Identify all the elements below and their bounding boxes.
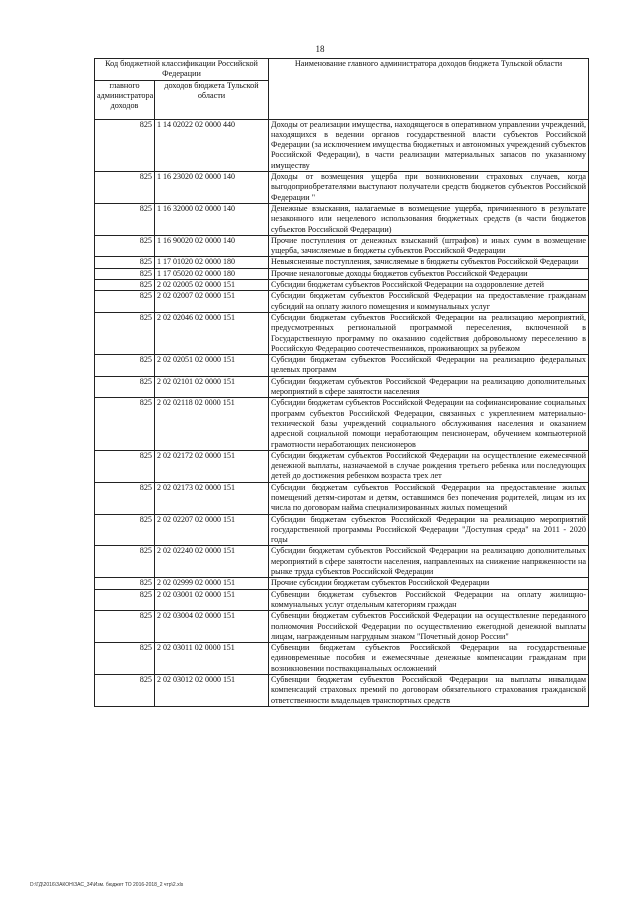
table-row <box>95 172 589 204</box>
table-row <box>95 611 589 643</box>
header-admin-column: главного администратора доходов <box>95 80 155 119</box>
income-name-cell: Субсидии бюджетам субъектов Российской Федерации на предоставление гражданам субсидий на оплату жилого помещения и коммунальных услуг <box>269 291 589 313</box>
table-row <box>95 675 589 707</box>
income-name-cell: Субсидии бюджетам субъектов Российской Федерации на реализацию мероприятий государственной программы Российской Федерации "Доступная среда" на 2011 - 2020 годы <box>269 514 589 546</box>
income-name-cell: Субсидии бюджетам субъектов Российской Федерации на реализацию дополнительных мероприятий в сфере занятости населения <box>269 376 589 398</box>
admin-code-cell: 825 <box>95 578 155 589</box>
admin-code-cell: 825 <box>95 119 155 171</box>
admin-code-cell: 825 <box>95 589 155 611</box>
income-code-cell: 1 16 32000 02 0000 140 <box>155 203 269 235</box>
income-code-cell: 1 16 90020 02 0000 140 <box>155 235 269 257</box>
admin-code-cell: 825 <box>95 611 155 643</box>
income-code-cell: 2 02 02172 02 0000 151 <box>155 450 269 482</box>
admin-code-cell: 825 <box>95 355 155 377</box>
income-code-cell: 2 02 03011 02 0000 151 <box>155 643 269 675</box>
admin-code-cell: 825 <box>95 675 155 707</box>
income-code-cell: 1 17 01020 02 0000 180 <box>155 257 269 268</box>
table-body <box>95 119 589 706</box>
income-code-cell: 2 02 03012 02 0000 151 <box>155 675 269 707</box>
table-row <box>95 589 589 611</box>
table-row <box>95 291 589 313</box>
page-number: 18 <box>315 44 325 54</box>
income-name-cell: Субвенции бюджетам субъектов Российской Федерации на оплату жилищно-коммунальных услуг отдельным категориям граждан <box>269 589 589 611</box>
table-row <box>95 203 589 235</box>
admin-code-cell: 825 <box>95 546 155 578</box>
table-row <box>95 119 589 171</box>
income-name-cell: Субсидии бюджетам субъектов Российской Федерации на софинансирование социальных программ субъектов Российской Федерации, связанных с укреплением материально-технической базы учреждений социального обслуживания населения и оказанием адресной социальной помощи неработающим пенсионерам, обучением компьютерной грамотности неработающих пенсионеров <box>269 398 589 450</box>
income-name-cell: Субсидии бюджетам субъектов Российской Федерации на оздоровление детей <box>269 280 589 291</box>
income-code-cell: 2 02 02240 02 0000 151 <box>155 546 269 578</box>
admin-code-cell: 825 <box>95 376 155 398</box>
table-row <box>95 450 589 482</box>
income-name-cell: Прочие субсидии бюджетам субъектов Российской Федерации <box>269 578 589 589</box>
income-name-cell: Доходы от возмещения ущерба при возникновении страховых случаев, когда выгодоприобретателями выступают получатели средств бюджетов субъектов Российской Федерации " <box>269 172 589 204</box>
admin-code-cell: 825 <box>95 643 155 675</box>
income-code-cell: 2 02 02999 02 0000 151 <box>155 578 269 589</box>
income-name-cell: Субсидии бюджетам субъектов Российской Федерации на предоставление жилых помещений детям-сиротам и детям, оставшимся без попечения родителей, лицам из их числа по договорам найма специализированных жилых помещений <box>269 482 589 514</box>
income-name-cell: Субсидии бюджетам субъектов Российской Федерации на осуществление ежемесячной денежной выплаты, назначаемой в случае рождения третьего ребенка или последующих детей до достижения ребенком возраста трех лет <box>269 450 589 482</box>
income-name-cell: Субвенции бюджетам субъектов Российской Федерации на осуществление переданного полномочия Российской Федерации по осуществлению ежегодной денежной выплаты лицам, награжденным нагрудным знаком "Почетный донор России" <box>269 611 589 643</box>
table-row <box>95 578 589 589</box>
table-row <box>95 257 589 268</box>
admin-code-cell: 825 <box>95 280 155 291</box>
income-code-cell: 1 14 02022 02 0000 440 <box>155 119 269 171</box>
header-code-group: Код бюджетной классификации Российской Федерации <box>95 59 269 81</box>
table-row <box>95 482 589 514</box>
income-code-cell: 1 17 05020 02 0000 180 <box>155 268 269 279</box>
admin-code-cell: 825 <box>95 235 155 257</box>
income-name-cell: Субсидии бюджетам субъектов Российской Федерации на реализацию дополнительных мероприятий в сфере занятости населения, направленных на снижение напряженности на рынке труда субъектов Российской Федерации <box>269 546 589 578</box>
income-code-cell: 1 16 23020 02 0000 140 <box>155 172 269 204</box>
table-row <box>95 376 589 398</box>
income-name-cell: Субсидии бюджетам субъектов Российской Федерации на реализацию мероприятий, предусмотренных региональной программой переселения, включенной в Государственную программу по оказанию содействия добровольному переселению в Российскую Федерацию соотечественников, проживающих за рубежом <box>269 312 589 354</box>
header-name-column: Наименование главного администратора доходов бюджета Тульской области <box>269 59 589 120</box>
income-name-cell: Субвенции бюджетам субъектов Российской Федерации на государственные единовременные пособия и ежемесячные денежные компенсации гражданам при возникновении поствакцинальных осложнений <box>269 643 589 675</box>
admin-code-cell: 825 <box>95 257 155 268</box>
admin-code-cell: 825 <box>95 398 155 450</box>
income-name-cell: Невыясненные поступления, зачисляемые в бюджеты субъектов Российской Федерации <box>269 257 589 268</box>
admin-code-cell: 825 <box>95 482 155 514</box>
table-row <box>95 514 589 546</box>
budget-classification-table <box>94 58 589 707</box>
income-name-cell: Субсидии бюджетам субъектов Российской Федерации на реализацию федеральных целевых программ <box>269 355 589 377</box>
income-code-cell: 2 02 02207 02 0000 151 <box>155 514 269 546</box>
admin-code-cell: 825 <box>95 203 155 235</box>
income-name-cell: Прочие неналоговые доходы бюджетов субъектов Российской Федерации <box>269 268 589 279</box>
income-name-cell: Прочие поступления от денежных взысканий (штрафов) и иных сумм в возмещение ущерба, зачисляемые в бюджеты субъектов Российской Федерации <box>269 235 589 257</box>
income-name-cell: Денежные взыскания, налагаемые в возмещение ущерба, причиненного в результате незаконного или нецелевого использования бюджетных средств (в части бюджетов субъектов Российской Федерации) <box>269 203 589 235</box>
admin-code-cell: 825 <box>95 312 155 354</box>
table-row <box>95 280 589 291</box>
table-row <box>95 312 589 354</box>
table-row <box>95 398 589 450</box>
admin-code-cell: 825 <box>95 450 155 482</box>
table-row <box>95 235 589 257</box>
income-code-cell: 2 02 02005 02 0000 151 <box>155 280 269 291</box>
table-row <box>95 643 589 675</box>
income-code-cell: 2 02 03001 02 0000 151 <box>155 589 269 611</box>
income-code-cell: 2 02 03004 02 0000 151 <box>155 611 269 643</box>
income-code-cell: 2 02 02007 02 0000 151 <box>155 291 269 313</box>
income-code-cell: 2 02 02118 02 0000 151 <box>155 398 269 450</box>
table-row <box>95 546 589 578</box>
income-code-cell: 2 02 02051 02 0000 151 <box>155 355 269 377</box>
admin-code-cell: 825 <box>95 514 155 546</box>
income-code-cell: 2 02 02173 02 0000 151 <box>155 482 269 514</box>
admin-code-cell: 825 <box>95 268 155 279</box>
table-row <box>95 268 589 279</box>
admin-code-cell: 825 <box>95 291 155 313</box>
income-name-cell: Доходы от реализации имущества, находящегося в оперативном управлении учреждений, находящихся в ведении органов государственной власти субъектов Российской Федерации (за исключением имущества бюджетных и автономных учреждений субъектов Российской Федерации), в части реализации материальных запасов по указанному имуществу <box>269 119 589 171</box>
header-income-column: доходов бюджета Тульской области <box>155 80 269 119</box>
income-name-cell: Субвенции бюджетам субъектов Российской Федерации на выплаты инвалидам компенсаций страховых премий по договорам обязательного страхования гражданской ответственности владельцев транспортных средств <box>269 675 589 707</box>
table-row <box>95 355 589 377</box>
income-code-cell: 2 02 02101 02 0000 151 <box>155 376 269 398</box>
admin-code-cell: 825 <box>95 172 155 204</box>
income-code-cell: 2 02 02046 02 0000 151 <box>155 312 269 354</box>
file-path-footer: D:\ГД\2016\ЗАКОН\ЗАС_34\Изм. бюджет ТО 2016-2018_2 чтр\2.xls <box>30 882 184 888</box>
